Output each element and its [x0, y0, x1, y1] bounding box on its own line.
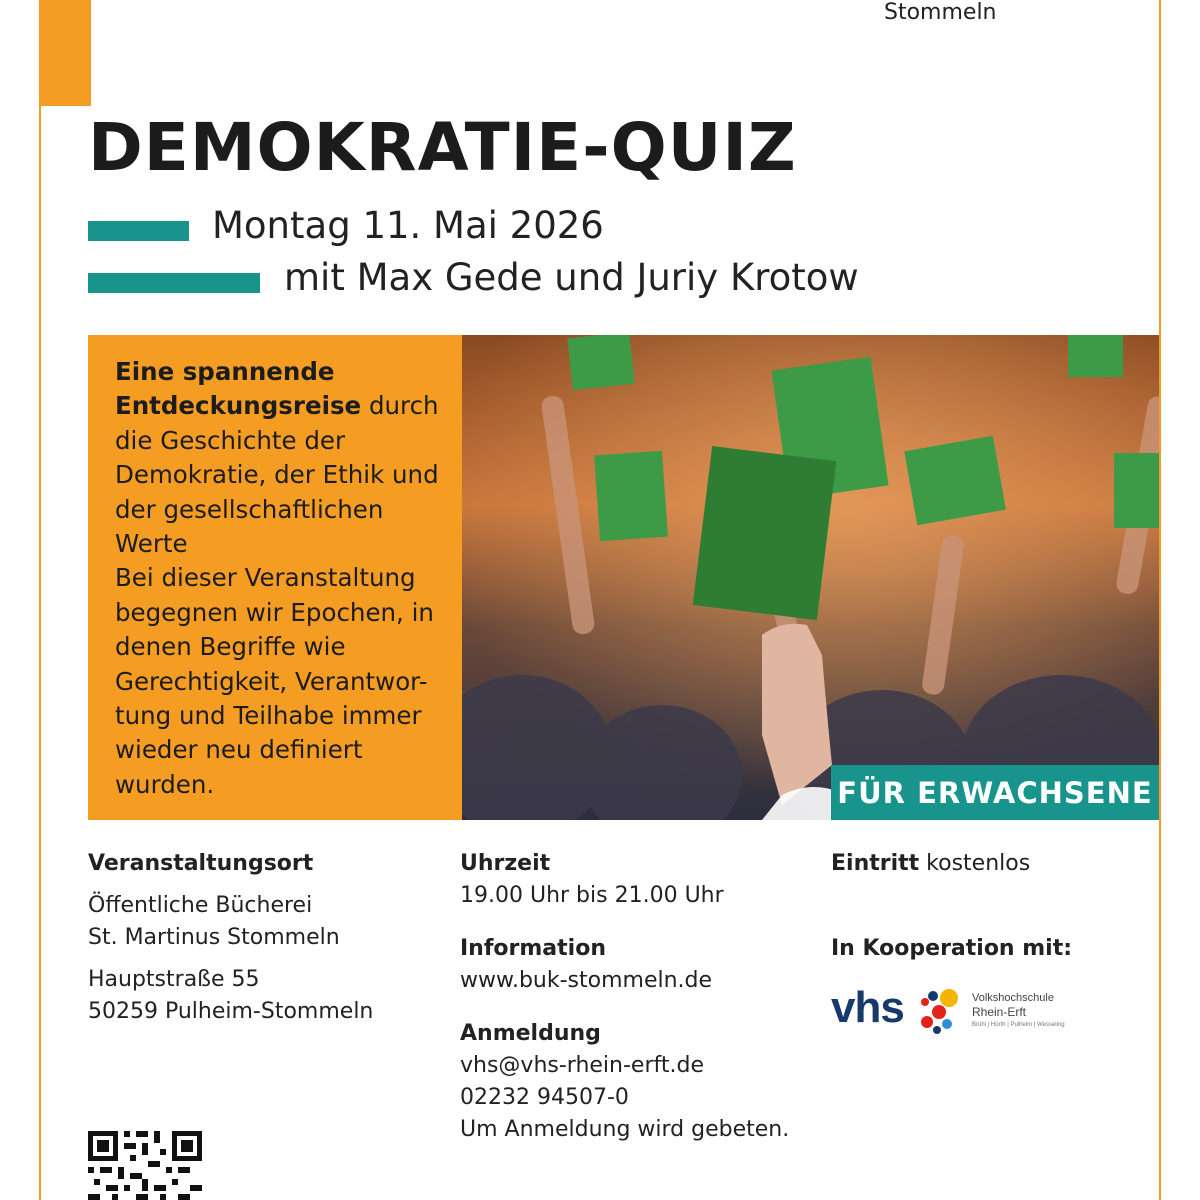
vhs-logo[interactable] [831, 982, 1071, 1042]
intro-rest: durch die Geschichte der Demokratie, der Ethik und der gesellschaftlichen Werte [115, 391, 439, 559]
vhs-logo-name-1: Volkshochschule [972, 992, 1054, 1004]
venue-line-3: Hauptstraße 55 [88, 967, 260, 992]
header-location: Stommeln [884, 0, 997, 25]
voting-cards-illustration [462, 335, 1159, 820]
venue-block [88, 848, 448, 1028]
registration-heading: Anmeldung [460, 1021, 601, 1046]
admission-block [831, 848, 1151, 880]
audience-badge: FÜR ERWACHSENE [831, 765, 1159, 820]
teal-accent-bar-2 [88, 273, 260, 293]
details-block [460, 848, 820, 1146]
admission-value: kostenlos [926, 851, 1031, 876]
venue-heading: Veranstaltungsort [88, 851, 314, 876]
intro-bold: Eine spannende Entdeckungsreise [115, 357, 362, 421]
intro-text [115, 355, 445, 802]
cooperation-block [831, 933, 1151, 965]
cooperation-heading: In Kooperation mit: [831, 936, 1073, 961]
event-hosts: mit Max Gede und Juriy Krotow [284, 256, 859, 299]
registration-phone[interactable]: 02232 94507-0 [460, 1085, 629, 1110]
venue-line-4: 50259 Pulheim-Stommeln [88, 999, 374, 1024]
registration-note: Um Anmeldung wird gebeten. [460, 1117, 790, 1142]
event-title: DEMOKRATIE-QUIZ [88, 109, 797, 186]
registration-email[interactable]: vhs@vhs-rhein-erft.de [460, 1053, 704, 1078]
info-website[interactable]: www.buk-stommeln.de [460, 968, 713, 993]
qr-code[interactable] [88, 1131, 202, 1200]
info-heading: Information [460, 936, 606, 961]
vhs-logo-text: vhs [831, 983, 904, 1032]
teal-accent-bar-1 [88, 221, 189, 241]
page-border-right [1159, 0, 1161, 1200]
vhs-dots-icon [915, 986, 965, 1036]
time-value: 19.00 Uhr bis 21.00 Uhr [460, 883, 724, 908]
vhs-logo-towns: Brühl | Hürth | Pulheim | Wesseling [972, 1022, 1065, 1028]
orange-corner-accent [39, 0, 91, 106]
venue-line-2: St. Martinus Stommeln [88, 925, 340, 950]
event-date: Montag 11. Mai 2026 [212, 204, 604, 247]
vhs-logo-name-2: Rhein-Erft [972, 1005, 1027, 1019]
venue-line-1: Öffentliche Bücherei [88, 893, 313, 918]
page-border-left [39, 0, 41, 1200]
time-heading: Uhrzeit [460, 851, 551, 876]
qr-code-icon [88, 1131, 202, 1200]
admission-label: Eintritt [831, 851, 920, 876]
voting-cards-photo [462, 335, 1159, 820]
intro-paragraph-2: Bei dieser Veranstaltung begegnen wir Epochen, in denen Begriffe wie Gerechtigkeit, Verantwor-tung und Teilhabe immer wieder neu definiert wurden. [115, 563, 434, 799]
